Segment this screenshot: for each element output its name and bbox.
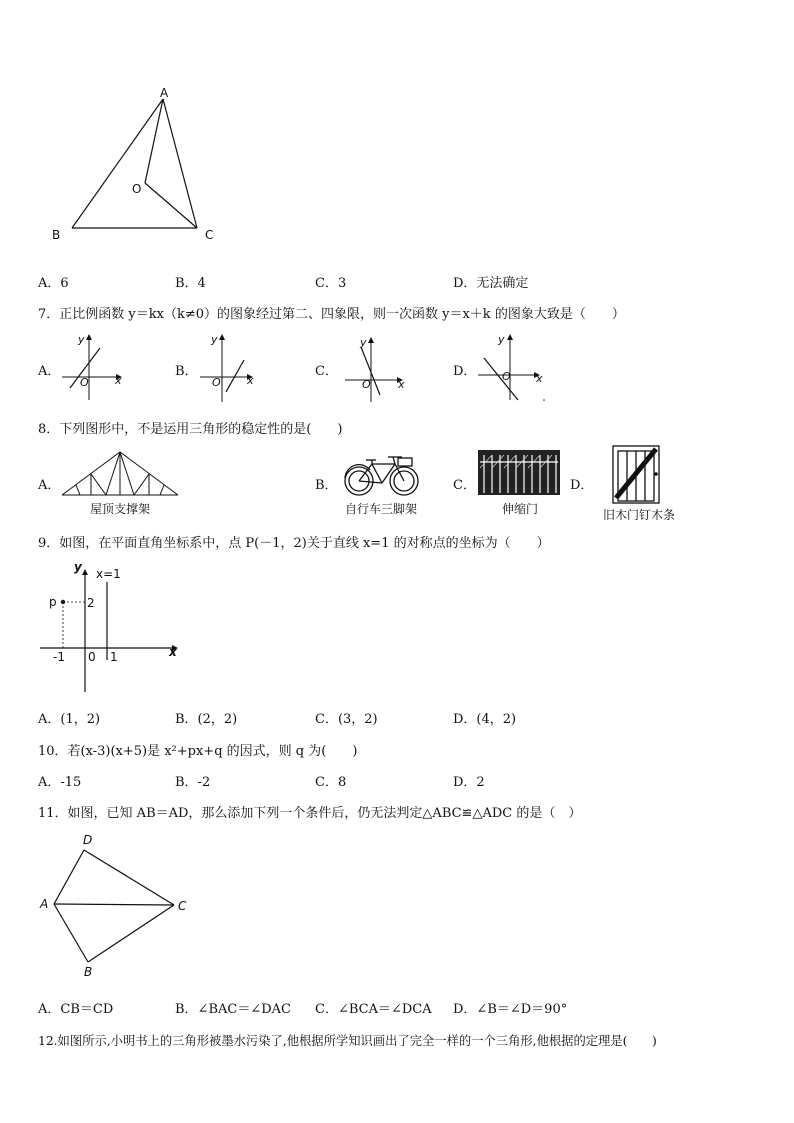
q10-option-a: A．-15	[38, 775, 82, 790]
q7a-y-label: y	[78, 333, 85, 346]
q8-option-a: A．	[38, 478, 61, 493]
q9-y-label: y	[74, 560, 82, 574]
q6-option-a: A．6	[38, 276, 69, 291]
q7d-origin-label: O	[502, 370, 511, 383]
q7-text: 7．正比例函数 y＝kx（k≠0）的图象经过第二、四象限，则一次函数 y＝x＋k 的图象大致是（ ）	[38, 307, 625, 322]
bicycle-caption: 自行车三脚架	[345, 502, 418, 516]
q11-option-a: A．CB＝CD	[38, 1002, 114, 1017]
q9-option-a: A．(1，2)	[38, 712, 101, 727]
q7-option-d: D．	[453, 364, 477, 379]
q11-option-b: B．∠BAC＝∠DAC	[175, 1002, 291, 1017]
q7a-x-label: x	[115, 374, 122, 387]
vertex-c-label: C	[205, 228, 214, 242]
vertex-b-label: B	[52, 228, 61, 242]
q7d-x-label: x	[536, 372, 543, 385]
roof-truss-caption: 屋顶支撑架	[90, 502, 151, 516]
q7-option-b: B．	[175, 364, 198, 379]
q6-option-b: B．4	[175, 276, 206, 291]
q10-option-b: B．-2	[175, 775, 211, 790]
q11-vertex-b-label: B	[84, 965, 93, 979]
q11-text: 11．如图，已知 AB＝AD，那么添加下列一个条件后，仍无法判定△ABC≌△ADC 的是（ ）	[38, 806, 582, 821]
q9-x-label: x	[169, 645, 177, 659]
q7-option-a: A．	[38, 364, 61, 379]
q7d-y-label: y	[498, 333, 505, 346]
q10-option-c: C．8	[315, 775, 347, 790]
q8-option-b: B．	[315, 478, 338, 493]
q6-option-c: C．3	[315, 276, 347, 291]
q8-option-c: C．	[453, 478, 476, 493]
q11-option-c: C．∠BCA＝∠DCA	[315, 1002, 432, 1017]
q6-option-d: D．无法确定	[453, 276, 529, 291]
vertex-a-label: A	[160, 86, 169, 100]
wooden-door-caption: 旧木门钉木条	[603, 508, 676, 522]
q11-option-d: D．∠B＝∠D＝90°	[453, 1002, 568, 1017]
q7a-origin-label: O	[80, 376, 89, 389]
q12-text: 12.如图所示,小明书上的三角形被墨水污染了,他根据所学知识画出了完全一样的一个三角形,他根据的定理是( )	[38, 1034, 657, 1048]
vertex-o-label: O	[132, 182, 142, 196]
q9-text: 9．如图，在平面直角坐标系中，点 P(－1，2)关于直线 x=1 的对称点的坐标为（ ）	[38, 536, 550, 551]
q11-vertex-a-label: A	[40, 897, 49, 911]
q7-option-c: C．	[315, 364, 338, 379]
q9-option-d: D．(4，2)	[453, 712, 517, 727]
telescopic-gate-caption: 伸缩门	[502, 502, 539, 516]
q7c-y-label: y	[360, 336, 367, 349]
q7b-origin-label: O	[212, 376, 221, 389]
q9-point-p-label: p	[49, 595, 57, 609]
q9-option-c: C．(3，2)	[315, 712, 378, 727]
q10-text: 10．若(x-3)(x+5)是 x²+px+q 的因式，则 q 为( )	[38, 744, 358, 759]
q7b-x-label: x	[247, 374, 254, 387]
q8-text: 8．下列图形中，不是运用三角形的稳定性的是( )	[38, 422, 343, 437]
q10-option-d: D．2	[453, 775, 485, 790]
q7c-origin-label: O	[362, 378, 371, 391]
q9-tick-2-label: 2	[87, 596, 95, 610]
q7b-y-label: y	[211, 333, 218, 346]
q8-option-d: D．	[570, 478, 594, 493]
q9-tick-neg1-label: -1	[53, 650, 65, 664]
q7c-x-label: x	[398, 378, 405, 391]
q11-vertex-d-label: D	[83, 833, 93, 847]
q9-tick-1-label: 1	[110, 650, 118, 664]
q11-vertex-c-label: C	[178, 899, 187, 913]
q9-line-label: x=1	[96, 567, 121, 581]
q9-tick-0-label: 0	[88, 650, 96, 664]
q9-option-b: B．(2，2)	[175, 712, 238, 727]
